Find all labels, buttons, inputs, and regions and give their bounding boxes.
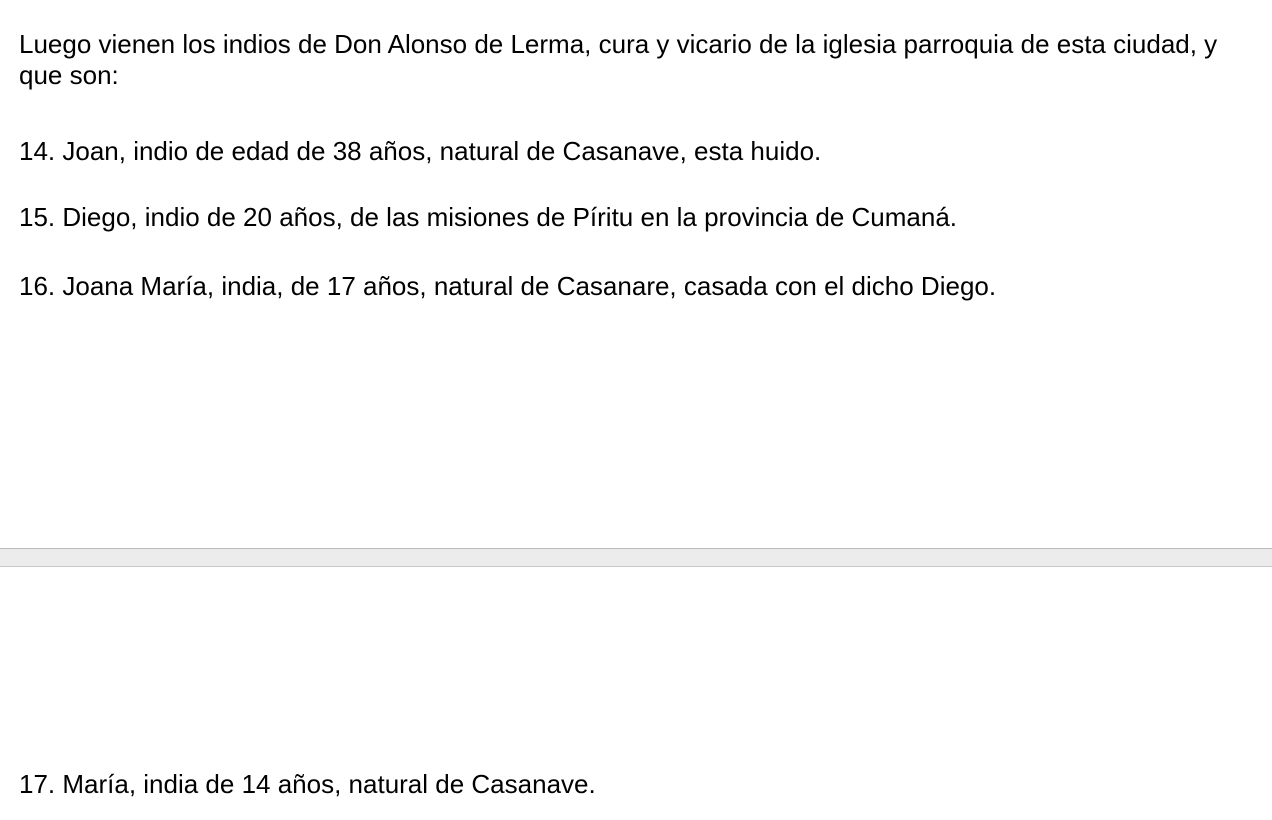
entry-15: 15. Diego, indio de 20 años, de las misiones de Píritu en la provincia de Cumaná. <box>19 202 958 232</box>
entry-16: 16. Joana María, india, de 17 años, natural de Casanare, casada con el dicho Diego. <box>19 271 997 301</box>
intro-paragraph: Luego vienen los indios de Don Alonso de Lerma, cura y vicario de la iglesia parroquia de esta ciudad, y que son: <box>19 29 1218 90</box>
page-separator <box>0 548 1272 567</box>
entry-14: 14. Joan, indio de edad de 38 años, natural de Casanave, esta huido. <box>19 136 822 166</box>
entry-17: 17. María, india de 14 años, natural de Casanave. <box>19 769 596 799</box>
